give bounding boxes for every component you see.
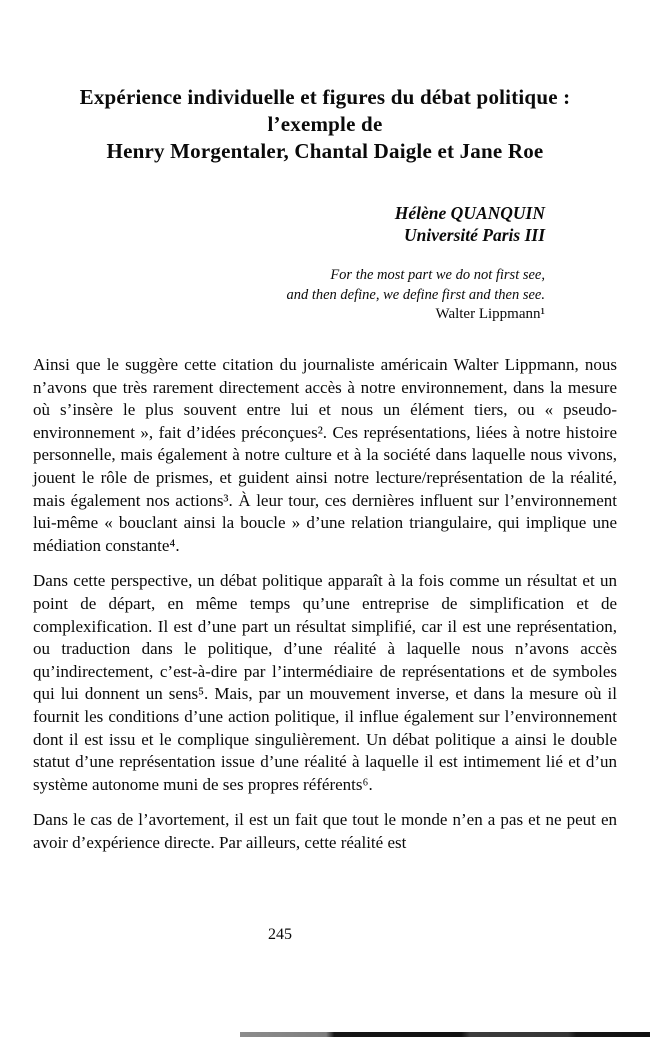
body-paragraph-1: Ainsi que le suggère cette citation du journaliste américain Walter Lippmann, nous n’avons que très rarement directement accès à notre environnement, dans la mesure où s’insère le plus souvent entre lui et nous un élément tiers, ou « pseudo-environnement », fait d’idées préconçues². Ces représentations, liées à notre histoire personnelle, mais également à notre culture et à la société dans laquelle nous vivons, jouent le rôle de prismes, et guident ainsi notre lecture/représentation de la réalité, mais également nos actions³. À leur tour, ces dernières influent sur l’environnement lui-même « bouclant ainsi la boucle » d’une relation triangulaire, qui implique une médiation constante⁴. [33,355,617,555]
scan-artifact-bar [240,1032,650,1037]
epigraph-attribution: Walter Lippmann¹ [435,306,545,322]
author-affiliation: Université Paris III [404,224,545,245]
epigraph [286,266,545,325]
author-block [395,203,545,246]
page-number: 245 [268,926,292,943]
epigraph-quote-line-2: and then define, we define first and then see. [286,286,545,303]
author-name: Hélène QUANQUIN [394,203,545,223]
body-paragraph-3: Dans le cas de l’avortement, il est un fait que tout le monde n’en a pas et ne peut en avoir d’expérience directe. Par ailleurs, cette réalité est [33,810,617,852]
article-title [0,84,650,165]
article-title-line-2: l’exemple de [267,112,383,136]
article-title-line-3: Henry Morgentaler, Chantal Daigle et Jane Roe [106,139,544,163]
epigraph-quote-line-1: For the most part we do not first see, [330,267,545,283]
article-title-line-1: Expérience individuelle et figures du débat politique : [79,85,571,109]
article-body [33,354,617,867]
body-paragraph-2: Dans cette perspective, un débat politique apparaît à la fois comme un résultat et un point de départ, en même temps qu’une entreprise de simplification et de complexification. Il est d’une part un résultat simplifié, car il est une représentation, ou traduction dans le politique, d’une réalité à laquelle nous n’avons accès qu’indirectement, c’est-à-dire par l’intermédiaire de représentations et de symboles qui lui donnent un sens⁵. Mais, par un mouvement inverse, et dans la mesure où il fournit les conditions d’une action politique, il influe également sur l’environnement dont il est issu et le complique singulièrement. Un débat politique a ainsi le double statut d’une représentation issue d’une réalité à laquelle il est intimement lié et d’un système autonome muni de ses propres référents⁶. [33,571,617,794]
